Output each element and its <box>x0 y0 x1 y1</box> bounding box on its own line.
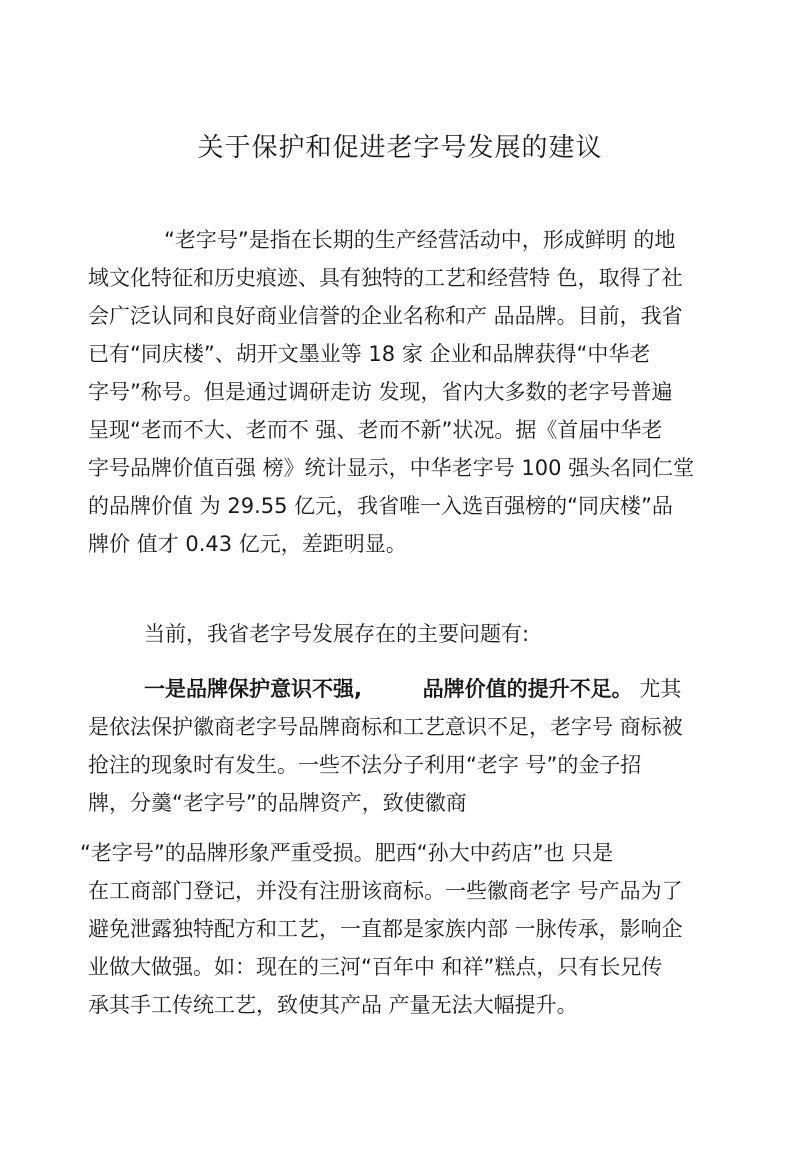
paragraph1-line-4: 已有“同庆楼”、胡开文墨业等 18 家 企业和品牌获得“中华老 <box>88 342 651 366</box>
problem-heading-part2: 品牌价值的提升不足。 <box>422 677 633 701</box>
paragraph1-line-8: 的品牌价值 为 29.55 亿元，我省唯一入选百强榜的“同庆楼”品 <box>88 494 673 518</box>
paragraph2: 当前，我省老字号发展存在的主要问题有: <box>144 622 530 646</box>
paragraph1-line-9: 牌价 值才 0.43 亿元，差距明显。 <box>88 532 407 556</box>
paragraph1-line-7: 字号品牌价值百强 榜》统计显示，中华老字号 100 强头名同仁堂 <box>88 456 695 480</box>
paragraph1-line-5: 字号”称号。但是通过调研走访 发现，省内大多数的老字号普遍 <box>88 380 673 404</box>
paragraph1-line-2: 域文化特征和历史痕迹、具有独特的工艺和经营特 色，取得了社 <box>88 266 683 290</box>
paragraph3-line-4: 牌，分羹“老字号”的品牌资产，致使徽商 <box>88 791 467 815</box>
paragraph3-line-2: 是依法保护徽商老字号品牌商标和工艺意识不足，老字号 商标被 <box>88 715 683 739</box>
paragraph1-line-3: 会广泛认同和良好商业信誉的企业名称和产 品品牌。目前，我省 <box>88 304 683 328</box>
paragraph3-line-3: 抢注的现象时有发生。一些不法分子利用“老字 号”的金子招 <box>88 753 642 777</box>
paragraph1-line-1: “老字号”是指在长期的生产经营活动中，形成鲜明 的地 <box>164 228 676 252</box>
document-title: 关于保护和促进老字号发展的建议 <box>197 133 603 163</box>
problem-heading-part1: 一是品牌保护意识不强, <box>144 677 362 701</box>
problem-heading-tail: 尤其 <box>639 677 682 701</box>
paragraph1-line-6: 呈现“老而不大、老而不 强、老而不新”状况。据《首届中华老 <box>88 418 663 442</box>
paragraph3-line-5: “老字号”的品牌形象严重受损。肥西“孙大中药店”也 只是 <box>80 841 614 865</box>
paragraph3-line-8: 业做大做强。如：现在的三河“百年中 和祥”糕点，只有长兄传 <box>88 955 663 979</box>
paragraph3-line-6: 在工商部门登记，并没有注册该商标。一些徽商老字 号产品为了 <box>88 879 683 903</box>
paragraph3-line-9: 承其手工传统工艺，致使其产品 产量无法大幅提升。 <box>88 993 578 1017</box>
paragraph3-line-1 <box>144 672 784 706</box>
paragraph3-line-7: 避免泄露独特配方和工艺，一直都是家族内部 一脉传承，影响企 <box>88 917 683 941</box>
